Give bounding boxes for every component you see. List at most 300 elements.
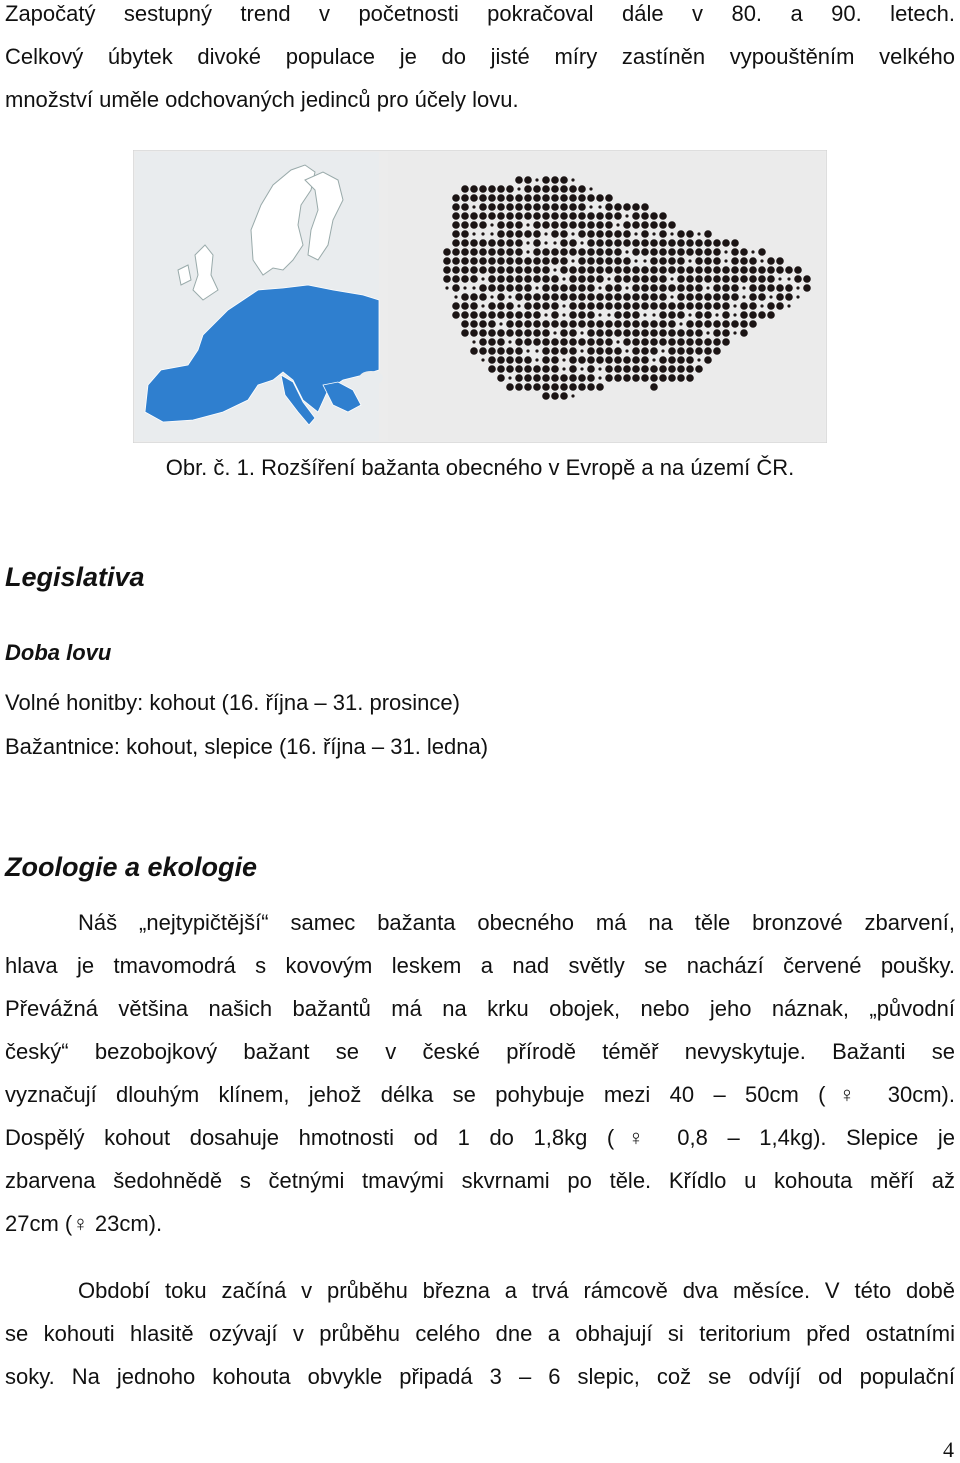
- distribution-dot: [596, 266, 604, 274]
- distribution-dot: [787, 304, 790, 307]
- distribution-dot: [542, 374, 550, 382]
- distribution-dot: [605, 257, 613, 265]
- distribution-dot: [461, 329, 469, 337]
- distribution-dot: [659, 212, 667, 220]
- distribution-dot: [524, 257, 532, 265]
- hunting-season-item: Volné honitby: kohout (16. října – 31. prosince): [5, 690, 460, 715]
- distribution-dot: [632, 329, 640, 337]
- distribution-dot: [488, 266, 496, 274]
- distribution-dot: [704, 311, 712, 319]
- distribution-dot: [623, 311, 631, 319]
- distribution-dot: [587, 311, 595, 319]
- distribution-dot: [749, 293, 757, 301]
- distribution-dot: [497, 338, 505, 346]
- distribution-dot: [524, 212, 532, 220]
- distribution-dot: [742, 295, 745, 298]
- text-line: soky. Na jednoho kohouta obvykle připadá 3 – 6 slepic, což se odvíjí od populační: [5, 1364, 955, 1389]
- page-number: 4: [943, 1437, 954, 1462]
- distribution-dot: [623, 230, 631, 238]
- distribution-dot: [506, 185, 514, 193]
- distribution-dot: [713, 293, 721, 301]
- distribution-dot: [632, 320, 640, 328]
- distribution-dot: [553, 268, 556, 271]
- distribution-dot: [623, 374, 631, 382]
- distribution-dot: [605, 239, 613, 247]
- text-line: Celkový úbytek divoké populace je do jisté míry zastíněn vypouštěním velkého: [5, 44, 955, 69]
- distribution-dot: [533, 302, 541, 310]
- distribution-dot: [479, 221, 487, 229]
- distribution-dot: [668, 329, 676, 337]
- distribution-dot: [632, 275, 640, 283]
- distribution-dot: [535, 286, 538, 289]
- distribution-dot: [560, 284, 568, 292]
- distribution-dot: [650, 221, 658, 229]
- distribution-dot: [533, 257, 541, 265]
- distribution-dot: [722, 239, 730, 247]
- distribution-dot: [551, 212, 559, 220]
- distribution-dot: [560, 239, 568, 247]
- distribution-dot: [542, 392, 550, 400]
- distribution-dot: [551, 221, 559, 229]
- distribution-dot: [544, 241, 547, 244]
- distribution-dot: [652, 232, 655, 235]
- distribution-dot: [587, 365, 595, 373]
- distribution-dot: [551, 293, 559, 301]
- distribution-dot: [488, 275, 496, 283]
- distribution-dot: [524, 338, 532, 346]
- distribution-dot: [695, 338, 703, 346]
- distribution-dot: [479, 293, 487, 301]
- distribution-dot: [722, 320, 730, 328]
- distribution-dot: [632, 248, 640, 256]
- distribution-dot: [668, 248, 676, 256]
- distribution-dot: [544, 313, 547, 316]
- distribution-dot: [731, 293, 739, 301]
- distribution-dot: [497, 275, 505, 283]
- distribution-dot: [731, 248, 739, 256]
- distribution-dot: [580, 349, 583, 352]
- distribution-dot: [533, 194, 541, 202]
- distribution-dot: [488, 257, 496, 265]
- distribution-dot: [731, 257, 739, 265]
- distribution-dot: [704, 356, 712, 364]
- figure-caption: Obr. č. 1. Rozšíření bažanta obecného v Evropě a na území ČR.: [165, 455, 795, 480]
- distribution-dot: [614, 374, 622, 382]
- distribution-dot: [641, 347, 649, 355]
- distribution-dot: [760, 259, 763, 262]
- distribution-dot: [569, 239, 577, 247]
- distribution-dot: [616, 223, 619, 226]
- distribution-dot: [452, 212, 460, 220]
- distribution-dot: [695, 320, 703, 328]
- distribution-dot: [686, 320, 694, 328]
- distribution-dot: [605, 248, 613, 256]
- distribution-dot: [578, 185, 586, 193]
- distribution-dot: [508, 295, 511, 298]
- distribution-dot: [614, 248, 622, 256]
- distribution-dot: [569, 275, 577, 283]
- distribution-dot: [560, 176, 568, 184]
- distribution-dot: [551, 320, 559, 328]
- distribution-dot: [614, 212, 622, 220]
- distribution-dot: [733, 331, 736, 334]
- distribution-dot: [598, 376, 601, 379]
- distribution-dot: [443, 257, 451, 265]
- distribution-dot: [515, 383, 523, 391]
- distribution-dot: [470, 212, 478, 220]
- distribution-dot: [641, 338, 649, 346]
- distribution-dot: [517, 304, 520, 307]
- distribution-dot: [452, 266, 460, 274]
- distribution-dot: [623, 356, 631, 364]
- distribution-dot: [542, 248, 550, 256]
- distribution-dot: [560, 257, 568, 265]
- distribution-dot: [632, 284, 640, 292]
- distribution-dot: [524, 176, 532, 184]
- distribution-dot: [461, 212, 469, 220]
- distribution-dot: [641, 212, 649, 220]
- distribution-dot: [614, 356, 622, 364]
- distribution-dot: [524, 194, 532, 202]
- distribution-dot: [551, 176, 559, 184]
- distribution-dot: [686, 248, 694, 256]
- distribution-dot: [533, 365, 541, 373]
- distribution-dot: [479, 185, 487, 193]
- distribution-dot: [670, 277, 673, 280]
- distribution-dot: [560, 230, 568, 238]
- distribution-dot: [551, 302, 559, 310]
- distribution-dot: [677, 329, 685, 337]
- distribution-dot: [598, 286, 601, 289]
- distribution-dot: [569, 266, 577, 274]
- distribution-dot: [695, 257, 703, 265]
- distribution-dot: [668, 302, 676, 310]
- distribution-dot: [479, 329, 487, 337]
- distribution-dot: [767, 266, 775, 274]
- distribution-dot: [461, 194, 469, 202]
- distribution-dot: [677, 302, 685, 310]
- intro-paragraph: [5, 0, 955, 121]
- distribution-dot: [740, 257, 748, 265]
- distribution-dot: [605, 284, 613, 292]
- distribution-dot: [767, 257, 775, 265]
- text-line: český“ bezobojkový bažant se v české přírodě téměř nevyskytuje. Bažanti se: [5, 1039, 955, 1064]
- distribution-dot: [542, 356, 550, 364]
- distribution-dot: [524, 365, 532, 373]
- distribution-dot: [481, 232, 484, 235]
- distribution-dot: [596, 338, 604, 346]
- distribution-dot: [632, 347, 640, 355]
- distribution-dot: [479, 338, 487, 346]
- distribution-dot: [695, 365, 703, 373]
- distribution-dot: [515, 257, 523, 265]
- distribution-dot: [695, 329, 703, 337]
- distribution-dot: [659, 275, 667, 283]
- distribution-dot: [524, 320, 532, 328]
- distribution-dot: [506, 302, 514, 310]
- distribution-dot: [605, 329, 613, 337]
- distribution-dot: [803, 284, 811, 292]
- distribution-dot: [641, 248, 649, 256]
- distribution-dot: [587, 221, 595, 229]
- distribution-dot: [605, 221, 613, 229]
- distribution-dot: [515, 329, 523, 337]
- distribution-dot: [497, 311, 505, 319]
- distribution-dot: [515, 239, 523, 247]
- distribution-dot: [632, 302, 640, 310]
- distribution-dot: [479, 320, 487, 328]
- distribution-dot: [542, 275, 550, 283]
- distribution-dot: [560, 338, 568, 346]
- distribution-dot: [704, 275, 712, 283]
- distribution-dot: [641, 365, 649, 373]
- distribution-dot: [749, 257, 757, 265]
- distribution-dot: [589, 187, 592, 190]
- distribution-dot: [524, 230, 532, 238]
- hunting-season-item: Bažantnice: kohout, slepice (16. října – 31. ledna): [5, 734, 489, 759]
- distribution-dot: [560, 212, 568, 220]
- distribution-dot: [515, 293, 523, 301]
- distribution-dot: [796, 286, 799, 289]
- distribution-dot: [596, 194, 604, 202]
- distribution-dot: [713, 320, 721, 328]
- distribution-dot: [686, 338, 694, 346]
- distribution-dot: [704, 257, 712, 265]
- distribution-dot: [650, 338, 658, 346]
- distribution-dot: [668, 257, 676, 265]
- distribution-dot: [731, 284, 739, 292]
- distribution-dot: [551, 383, 559, 391]
- distribution-dot: [634, 259, 637, 262]
- distribution-dot: [614, 230, 622, 238]
- distribution-dot: [524, 266, 532, 274]
- distribution-dot: [488, 320, 496, 328]
- distribution-dot: [488, 302, 496, 310]
- distribution-dot: [659, 293, 667, 301]
- distribution-dot: [542, 329, 550, 337]
- distribution-dot: [497, 212, 505, 220]
- distribution-dot: [560, 248, 568, 256]
- distribution-dot: [652, 358, 655, 361]
- distribution-dot: [488, 185, 496, 193]
- distribution-dot: [587, 383, 595, 391]
- distribution-dot: [533, 185, 541, 193]
- distribution-dot: [625, 286, 628, 289]
- distribution-dot: [767, 275, 775, 283]
- europe-map: [135, 152, 412, 441]
- text-line: množství uměle odchovaných jedinců pro účely lovu.: [5, 87, 519, 112]
- distribution-dot: [461, 230, 469, 238]
- distribution-dot: [749, 320, 757, 328]
- distribution-dot: [623, 257, 631, 265]
- distribution-dot: [587, 284, 595, 292]
- distribution-dot: [605, 320, 613, 328]
- distribution-map-image: [133, 150, 827, 443]
- distribution-dot: [731, 320, 739, 328]
- distribution-dot: [668, 347, 676, 355]
- distribution-dot: [571, 178, 574, 181]
- distribution-dot: [560, 383, 568, 391]
- distribution-dot: [578, 248, 586, 256]
- distribution-dot: [749, 311, 757, 319]
- distribution-dot: [542, 266, 550, 274]
- distribution-dot: [524, 311, 532, 319]
- distribution-dot: [551, 230, 559, 238]
- distribution-dot: [596, 329, 604, 337]
- distribution-dot: [533, 248, 541, 256]
- distribution-dot: [560, 266, 568, 274]
- distribution-dot: [470, 302, 478, 310]
- distribution-dot: [740, 329, 748, 337]
- distribution-dot: [641, 239, 649, 247]
- distribution-dot: [596, 383, 604, 391]
- distribution-dot: [659, 320, 667, 328]
- distribution-dot: [659, 257, 667, 265]
- distribution-dot: [733, 313, 736, 316]
- distribution-dot: [614, 329, 622, 337]
- distribution-dot: [713, 257, 721, 265]
- distribution-dot: [562, 277, 565, 280]
- distribution-dot: [623, 329, 631, 337]
- distribution-dot: [668, 320, 676, 328]
- distribution-dot: [668, 266, 676, 274]
- distribution-dot: [659, 221, 667, 229]
- distribution-dot: [533, 293, 541, 301]
- distribution-dot: [587, 293, 595, 301]
- distribution-dot: [587, 239, 595, 247]
- distribution-dot: [463, 286, 466, 289]
- distribution-dot: [470, 194, 478, 202]
- distribution-dot: [616, 340, 619, 343]
- distribution-dot: [571, 232, 574, 235]
- distribution-dot: [724, 250, 727, 253]
- distribution-dot: [713, 275, 721, 283]
- distribution-dot: [605, 356, 613, 364]
- distribution-dot: [668, 284, 676, 292]
- distribution-dot: [515, 311, 523, 319]
- distribution-dot: [524, 284, 532, 292]
- distribution-dot: [758, 266, 766, 274]
- distribution-dot: [551, 347, 559, 355]
- distribution-dot: [497, 203, 505, 211]
- distribution-dot: [461, 248, 469, 256]
- distribution-dot: [578, 293, 586, 301]
- distribution-dot: [472, 232, 475, 235]
- distribution-dot: [542, 194, 550, 202]
- distribution-dot: [470, 248, 478, 256]
- distribution-dot: [551, 185, 559, 193]
- distribution-dot: [587, 266, 595, 274]
- distribution-dot: [704, 266, 712, 274]
- distribution-dot: [533, 383, 541, 391]
- distribution-dot: [524, 374, 532, 382]
- distribution-dot: [623, 320, 631, 328]
- distribution-dot: [623, 302, 631, 310]
- distribution-dot: [596, 257, 604, 265]
- distribution-dot: [551, 338, 559, 346]
- distribution-dot: [578, 275, 586, 283]
- text-line: zbarvena šedohnědě s četnými tmavými skvrnami po těle. Křídlo u kohouta měří až: [5, 1168, 955, 1193]
- distribution-dot: [587, 356, 595, 364]
- distribution-dot: [650, 365, 658, 373]
- distribution-dot: [596, 248, 604, 256]
- distribution-dot: [515, 194, 523, 202]
- distribution-dot: [569, 293, 577, 301]
- distribution-dot: [569, 329, 577, 337]
- distribution-dot: [472, 205, 475, 208]
- distribution-dot: [650, 302, 658, 310]
- distribution-dot: [533, 212, 541, 220]
- distribution-dot: [497, 257, 505, 265]
- distribution-dot: [596, 293, 604, 301]
- distribution-dot: [623, 293, 631, 301]
- distribution-dot: [524, 185, 532, 193]
- text-line: se kohouti hlasitě ozývají v průběhu celého dne a obhajují si teritorium před ostatními: [5, 1321, 955, 1346]
- distribution-dot: [506, 383, 514, 391]
- distribution-dot: [596, 347, 604, 355]
- distribution-dot: [488, 212, 496, 220]
- distribution-dot: [497, 248, 505, 256]
- distribution-dot: [641, 230, 649, 238]
- distribution-figure: [133, 150, 827, 443]
- distribution-dot: [533, 203, 541, 211]
- distribution-dot: [650, 212, 658, 220]
- distribution-dot: [506, 221, 514, 229]
- distribution-dot: [524, 383, 532, 391]
- distribution-dot: [515, 248, 523, 256]
- distribution-dot: [515, 338, 523, 346]
- distribution-dot: [596, 275, 604, 283]
- distribution-dot: [704, 320, 712, 328]
- distribution-dot: [668, 356, 676, 364]
- distribution-dot: [659, 356, 667, 364]
- distribution-dot: [623, 203, 631, 211]
- distribution-dot: [605, 347, 613, 355]
- distribution-dot: [524, 302, 532, 310]
- distribution-dot: [587, 275, 595, 283]
- distribution-dot: [553, 241, 556, 244]
- distribution-dot: [695, 347, 703, 355]
- distribution-dot: [497, 230, 505, 238]
- distribution-dot: [560, 221, 568, 229]
- distribution-dot: [605, 212, 613, 220]
- distribution-dot: [551, 311, 559, 319]
- distribution-dot: [704, 293, 712, 301]
- distribution-dot: [598, 205, 601, 208]
- distribution-dot: [569, 320, 577, 328]
- distribution-dot: [497, 239, 505, 247]
- distribution-dot: [533, 329, 541, 337]
- distribution-dot: [632, 203, 640, 211]
- distribution-dot: [733, 304, 736, 307]
- distribution-dot: [760, 304, 763, 307]
- distribution-dot: [634, 232, 637, 235]
- distribution-dot: [560, 185, 568, 193]
- distribution-dot: [758, 311, 766, 319]
- distribution-dot: [641, 284, 649, 292]
- distribution-dot: [578, 257, 586, 265]
- distribution-dot: [569, 212, 577, 220]
- distribution-dot: [461, 302, 469, 310]
- distribution-dot: [461, 275, 469, 283]
- distribution-dot: [490, 295, 493, 298]
- distribution-dot: [794, 275, 802, 283]
- distribution-dot: [605, 203, 613, 211]
- distribution-dot: [632, 221, 640, 229]
- distribution-dot: [497, 365, 505, 373]
- distribution-dot: [659, 374, 667, 382]
- distribution-dot: [506, 266, 514, 274]
